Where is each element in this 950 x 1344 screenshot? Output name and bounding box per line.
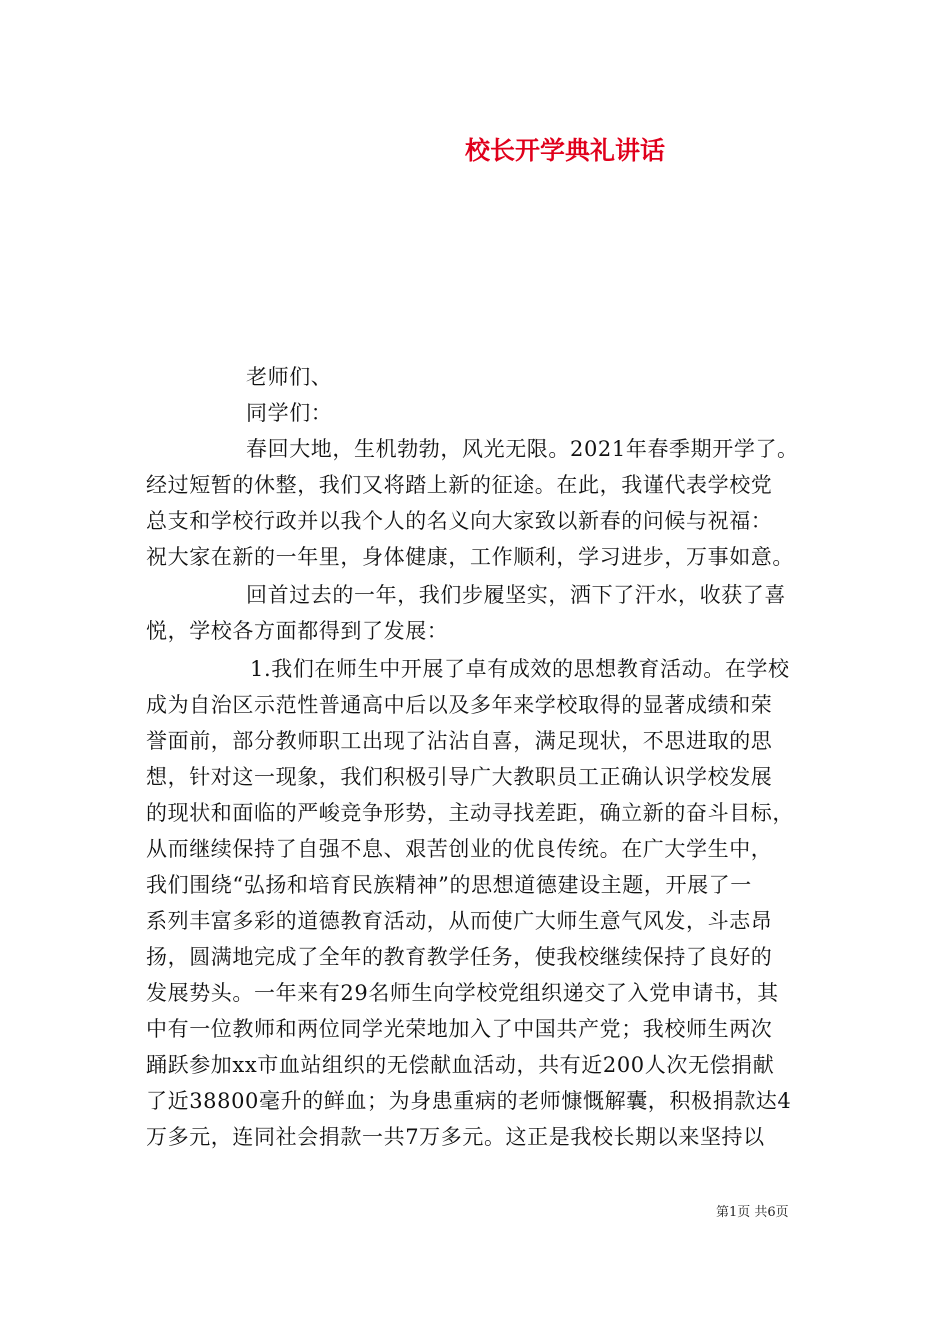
paragraph-3-line-3: 誉面前，部分教师职工出现了沾沾自喜，满足现状，不思进取的思 <box>146 729 773 753</box>
paragraph-3-line-9: 扬，圆满地完成了全年的教育教学任务，使我校继续保持了良好的 <box>146 945 773 969</box>
paragraph-3-line-13: 了近38800毫升的鲜血；为身患重病的老师慷慨解囊，积极捐款达4 <box>146 1089 792 1113</box>
paragraph-1-line-3: 总支和学校行政并以我个人的名义向大家致以新春的问候与祝福： <box>146 509 773 533</box>
paragraph-3-line-4: 想，针对这一现象，我们积极引导广大教职员工正确认识学校发展 <box>146 765 773 789</box>
paragraph-3-line-14: 万多元，连同社会捐款一共7万多元。这正是我校长期以来坚持以 <box>146 1125 765 1149</box>
paragraph-3-line-10: 发展势头。一年来有29名师生向学校党组织递交了入党申请书，其 <box>146 981 779 1005</box>
paragraph-3-line-11: 中有一位教师和两位同学光荣地加入了中国共产党；我校师生两次 <box>146 1017 773 1041</box>
paragraph-3-line-8: 系列丰富多彩的道德教育活动，从而使广大师生意气风发，斗志昂 <box>146 909 773 933</box>
paragraph-2-line-1: 回首过去的一年，我们步履坚实，洒下了汗水，收获了喜 <box>246 583 786 607</box>
salutation-teachers: 老师们、 <box>246 365 333 389</box>
paragraph-3-line-5: 的现状和面临的严峻竞争形势，主动寻找差距，确立新的奋斗目标， <box>146 801 794 825</box>
paragraph-2-line-2: 悦，学校各方面都得到了发展： <box>146 619 449 643</box>
paragraph-3-line-2: 成为自治区示范性普通高中后以及多年来学校取得的显著成绩和荣 <box>146 693 773 717</box>
paragraph-1-line-1: 春回大地，生机勃勃，风光无限。2021年春季期开学了。 <box>246 437 799 461</box>
salutation-students: 同学们： <box>246 401 333 425</box>
paragraph-1-line-4: 祝大家在新的一年里，身体健康，工作顺利，学习进步，万事如意。 <box>146 545 794 569</box>
paragraph-3-line-1: 1.我们在师生中开展了卓有成效的思想教育活动。在学校 <box>250 657 790 681</box>
paragraph-3-line-12: 踊跃参加xx市血站组织的无偿献血活动，共有近200人次无偿捐献 <box>146 1053 775 1077</box>
paragraph-1-line-2: 经过短暂的休整，我们又将踏上新的征途。在此，我谨代表学校党 <box>146 473 773 497</box>
paragraph-3-line-6: 从而继续保持了自强不息、艰苦创业的优良传统。在广大学生中， <box>146 837 773 861</box>
paragraph-3-line-7: 我们围绕“弘扬和培育民族精神”的思想道德建设主题，开展了一 <box>146 873 752 897</box>
page-title: 校长开学典礼讲话 <box>464 136 665 165</box>
page-number: 第1页 共6页 <box>716 1205 789 1220</box>
